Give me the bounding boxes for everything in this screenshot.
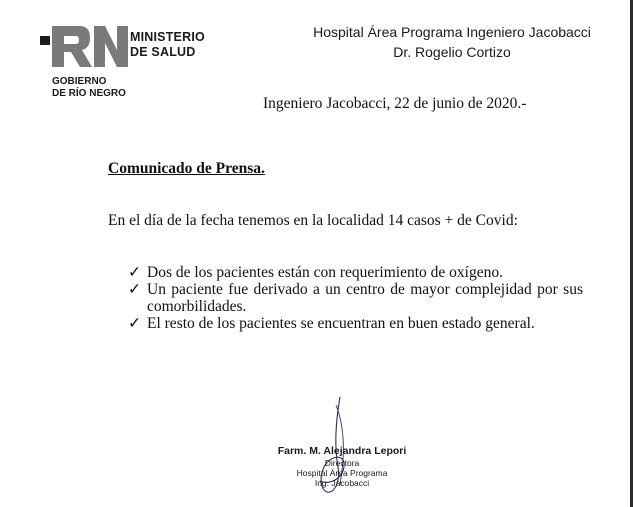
ministry-logo — [40, 22, 240, 102]
intro-paragraph: En el día de la fecha tenemos en la localidad 14 casos + de Covid: — [108, 212, 518, 229]
ministry-name — [130, 30, 205, 60]
hospital-name: Hospital Área Programa Ingeniero Jacobacci — [313, 24, 591, 40]
hospital-subtitle: Dr. Rogelio Cortizo — [393, 44, 511, 60]
hospital-header — [292, 22, 612, 62]
list-item — [128, 315, 583, 332]
document-title: Comunicado de Prensa. — [108, 160, 265, 177]
signer-org-line-1: Hospital Área Programa — [296, 468, 388, 478]
signer-role: Directora — [324, 458, 360, 468]
list-item-text: El resto de los pacientes se encuentran en buen estado general. — [147, 315, 535, 332]
document-date: Ingeniero Jacobacci, 22 de junio de 2020.- — [263, 95, 527, 112]
check-icon: ✓ — [128, 281, 141, 298]
gov-line-1: GOBIERNO — [52, 76, 107, 87]
list-item-text: Dos de los pacientes están con requerimiento de oxígeno. — [147, 264, 503, 281]
gov-line-2: DE RÍO NEGRO — [52, 87, 126, 99]
rn-logo-mark — [40, 22, 130, 82]
signature-stamp — [268, 445, 416, 488]
list-item-text: Un paciente fue derivado a un centro de mayor complejidad por sus comorbilidades. — [147, 281, 583, 315]
signer-org-line-2: Ing. Jacobacci — [314, 478, 370, 488]
list-item — [128, 281, 583, 315]
bullet-list — [128, 264, 583, 332]
check-icon: ✓ — [128, 264, 141, 281]
government-name — [52, 76, 126, 99]
ministry-line-2: DE SALUD — [130, 45, 196, 59]
ministry-line-1: MINISTERIO — [130, 30, 205, 44]
signer-name: Farm. M. Alejandra Lepori — [277, 445, 407, 457]
list-item — [128, 264, 583, 281]
check-icon: ✓ — [128, 315, 141, 332]
